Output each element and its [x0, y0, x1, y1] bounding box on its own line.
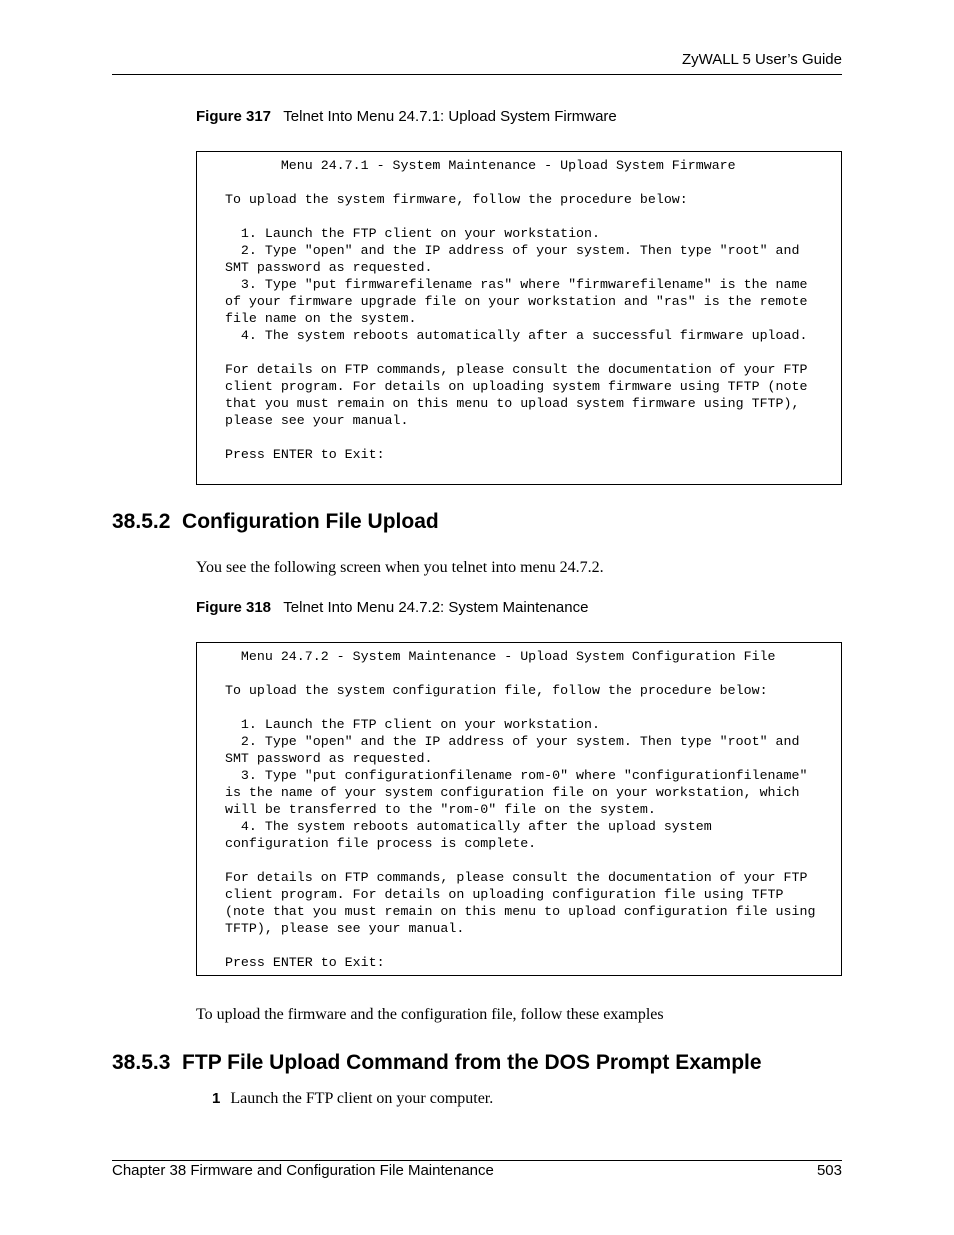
- upload-examples-text: To upload the firmware and the configuration file, follow these examples: [196, 1006, 664, 1023]
- figure-317-terminal: [196, 151, 842, 485]
- header-rule: [112, 74, 842, 75]
- footer-chapter: Chapter 38 Firmware and Configuration File Maintenance: [112, 1162, 494, 1179]
- figure-318-title: Telnet Into Menu 24.7.2: System Maintenance: [283, 599, 589, 616]
- section-38-5-2-intro: You see the following screen when you telnet into menu 24.7.2.: [196, 559, 604, 576]
- figure-318-terminal-text: Menu 24.7.2 - System Maintenance - Upload System Configuration File To upload the system configuration file, follow the procedure below: 1. Launch the FTP client on your workstation. 2. Type "open" and the IP address of your system. Then type "root" and SMT password as requested. 3. Type "put configurationfilename rom-0" where "configurationfilename" is the name of your system configuration file on your workstation, which will be transferred to the "rom-0" file on the system. 4. The system reboots automatically after the upload system configuration file process is complete. For details on FTP commands, please consult the documentation of your FTP client program. For details on uploading configuration file using TFTP (note that you must remain on this menu to upload configuration file using TFTP), please see your manual. Press ENTER to Exit:: [224, 649, 816, 970]
- figure-317-title: Telnet Into Menu 24.7.1: Upload System Firmware: [283, 108, 617, 125]
- figure-317-terminal-text: Menu 24.7.1 - System Maintenance - Upload System Firmware To upload the system firmware, follow the procedure below: 1. Launch the FTP client on your workstation. 2. Type "open" and the IP address of your system. Then type "root" and SMT password as requested. 3. Type "put firmwarefilename ras" where "firmwarefilename" is the name of your firmware upgrade file on your workstation and "ras" is the remote file name on the system. 4. The system reboots automatically after a successful firmware upload. For details on FTP commands, please consult the documentation of your FTP client program. For details on uploading system firmware using TFTP (note that you must remain on this menu to upload system firmware using TFTP), please see your manual. Press ENTER to Exit:: [224, 158, 808, 462]
- step-number: 1: [212, 1090, 221, 1107]
- figure-318-caption: [196, 599, 588, 616]
- figure-318-label: Figure 318: [196, 599, 272, 616]
- footer-rule: [112, 1160, 842, 1161]
- section-38-5-2-heading: 38.5.2 Configuration File Upload: [112, 510, 439, 533]
- guide-title: ZyWALL 5 User’s Guide: [681, 51, 842, 68]
- step-1: [212, 1090, 493, 1108]
- figure-318-terminal: [196, 642, 842, 976]
- figure-317-label: Figure 317: [196, 108, 272, 125]
- step-text: Launch the FTP client on your computer.: [230, 1090, 494, 1107]
- figure-317-caption: [196, 108, 617, 125]
- footer-page-number: 503: [816, 1162, 842, 1179]
- section-38-5-3-heading: 38.5.3 FTP File Upload Command from the DOS Prompt Example: [112, 1051, 762, 1074]
